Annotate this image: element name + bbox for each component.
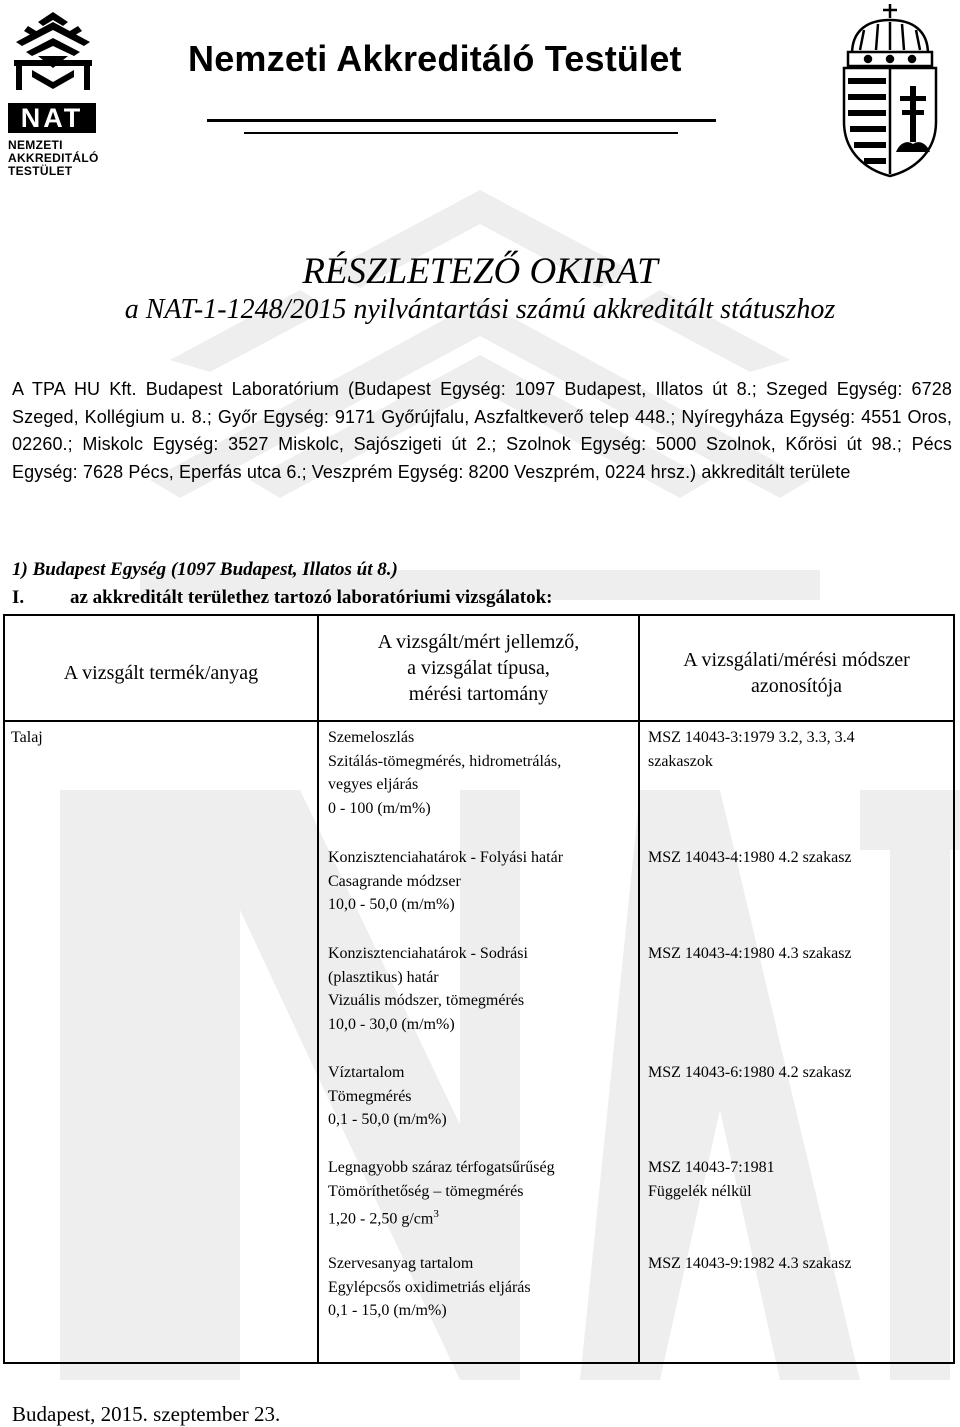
nat-logo: [8, 8, 104, 178]
row-3-property: [328, 942, 528, 1036]
row-1-property-line-3: vegyes eljárás: [328, 776, 419, 793]
organization-title: Nemzeti Akkreditáló Testület: [188, 38, 682, 79]
row-4-property-line-2: Tömegmérés: [328, 1087, 412, 1105]
row-4-property-line-1: Víztartalom: [328, 1064, 405, 1081]
row-1-property: [328, 726, 561, 820]
header-method-line-2: azonosítója: [750, 675, 843, 697]
subsection-title: az akkreditált területhez tartozó laboratóriumi vizsgálatok:: [70, 587, 553, 608]
logo-line-1: NEMZETI: [8, 138, 63, 152]
logo-text: [8, 139, 104, 178]
table-column-divider-1: [317, 614, 319, 1364]
row-6-property-line-3: 0,1 - 15,0 (m/m%): [328, 1302, 447, 1319]
row-6-property-line-1: Szervesanyag tartalom: [328, 1255, 474, 1272]
row-3-method-line-1: MSZ 14043-4:1980 4.3 szakasz: [648, 945, 852, 962]
header-property-line-2: a vizsgálat típusa,: [407, 657, 550, 679]
document-title: RÉSZLETEZŐ OKIRAT: [302, 251, 658, 292]
header-method-line-1: A vizsgálati/mérési módszer: [683, 649, 910, 671]
row-4-property: [328, 1061, 447, 1132]
table-cell-material: [11, 726, 43, 750]
row-4-method: [648, 1061, 852, 1085]
row-2-property: [328, 846, 563, 917]
row-1-method-line-1: MSZ 14043-3:1979 3.2, 3.3, 3.4: [648, 729, 855, 746]
header-rule-bottom: [244, 132, 678, 134]
row-4-method-line-1: MSZ 14043-6:1980 4.2 szakasz: [648, 1064, 852, 1081]
row-6-method-line-1: MSZ 14043-9:1982 4.3 szakasz: [648, 1255, 852, 1272]
header-rule-top: [207, 119, 716, 122]
row-5-method-line-2: Függelék nélkül: [648, 1182, 752, 1200]
row-1-property-line-4: 0 - 100 (m/m%): [328, 799, 431, 817]
row-3-property-line-1: Konzisztenciahatárok - Sodrási: [328, 945, 528, 962]
row-3-property-line-4: 10,0 - 30,0 (m/m%): [328, 1015, 455, 1033]
section-heading: 1) Budapest Egység (1097 Budapest, Illatos út 8.): [12, 559, 398, 580]
table-column-divider-2: [638, 614, 640, 1364]
row-5-property-line-1: Legnagyobb száraz térfogatsűrűség: [328, 1159, 555, 1176]
row-3-property-line-2: (plasztikus) határ: [328, 968, 439, 986]
row-5-property-line-3: [328, 1203, 555, 1231]
header-property-line-1: A vizsgált/mért jellemző,: [377, 631, 580, 653]
row-4-property-line-3: 0,1 - 50,0 (m/m%): [328, 1111, 447, 1128]
footer-place-date: Budapest, 2015. szeptember 23.: [12, 1402, 281, 1426]
coat-of-arms-icon: [838, 2, 942, 178]
subsection-number: I.: [12, 587, 25, 608]
tests-table: [3, 614, 955, 1364]
row-3-method: [648, 942, 852, 966]
table-header-method: [640, 647, 953, 699]
accredited-scope-intro: A TPA HU Kft. Budapest Laboratórium (Budapest Egység: 1097 Budapest, Illatos út 8.; Szeged Egység: 6728 Szeged, Kollégium u. 8.; Győr Egység: 9171 Győrújfalu, Aszfaltkeverő telep 448.; Nyíregyháza Egység: 4551 Oros, 02260.; Miskolc Egység: 3527 Miskolc, Sajószigeti út 2.; Szolnok Egység: 5000 Szolnok, Kőrösi út 98.; Pécs Egység: 7628 Pécs, Eperfás utca 6.; Veszprém Egység: 8200 Veszprém, 0224 hrsz.) akkreditált területe: [12, 379, 952, 482]
row-2-property-line-2: Casagrande módzser: [328, 872, 461, 890]
header-material-line-1: A vizsgált termék/anyag: [63, 662, 259, 684]
table-header-material: [5, 660, 317, 686]
header-property-line-3: mérési tartomány: [408, 683, 549, 705]
row-1-property-line-2: Szitálás-tömegmérés, hidrometrálás,: [328, 752, 562, 770]
subsection-heading: [12, 585, 552, 611]
row-5-method-line-1: MSZ 14043-7:1981: [648, 1159, 775, 1176]
row-6-method: [648, 1252, 852, 1276]
row-3-property-line-3: Vizuális módszer, tömegmérés: [328, 992, 525, 1009]
nat-star-icon: [8, 8, 98, 96]
row-5-property: [328, 1156, 555, 1231]
row-6-property: [328, 1252, 531, 1323]
row-2-property-line-1: Konzisztenciahatárok - Folyási határ: [328, 849, 564, 866]
document-subtitle: a NAT-1-1248/2015 nyilvántartási számú akkreditált státuszhoz: [124, 294, 836, 325]
logo-abbreviation: NAT: [8, 103, 96, 133]
table-header-property: [319, 629, 638, 707]
table-border-bottom: [3, 1362, 955, 1364]
row-1-method-line-2: szakaszok: [648, 752, 713, 770]
row-2-method: [648, 846, 852, 870]
row-5-method: [648, 1156, 775, 1203]
row-5-property-superscript: 3: [433, 1208, 439, 1220]
logo-line-2: AKKREDITÁLÓ: [8, 151, 99, 165]
table-border-top: [3, 614, 955, 616]
row-5-property-value: 1,20 - 2,50 g/cm: [328, 1210, 434, 1228]
row-5-property-line-2: Tömöríthetőség – tömegmérés: [328, 1182, 524, 1200]
row-1-method: [648, 726, 855, 773]
row-2-property-line-3: 10,0 - 50,0 (m/m%): [328, 896, 455, 913]
row-2-method-line-1: MSZ 14043-4:1980 4.2 szakasz: [648, 849, 852, 866]
row-6-property-line-2: Egylépcsős oxidimetriás eljárás: [328, 1278, 531, 1296]
logo-line-3: TESTÜLET: [8, 164, 73, 178]
row-1-property-line-1: Szemeloszlás: [328, 729, 415, 746]
table-border-left: [3, 614, 5, 1364]
table-border-right: [953, 614, 955, 1364]
material-value: Talaj: [11, 729, 43, 746]
table-border-header: [3, 720, 955, 722]
